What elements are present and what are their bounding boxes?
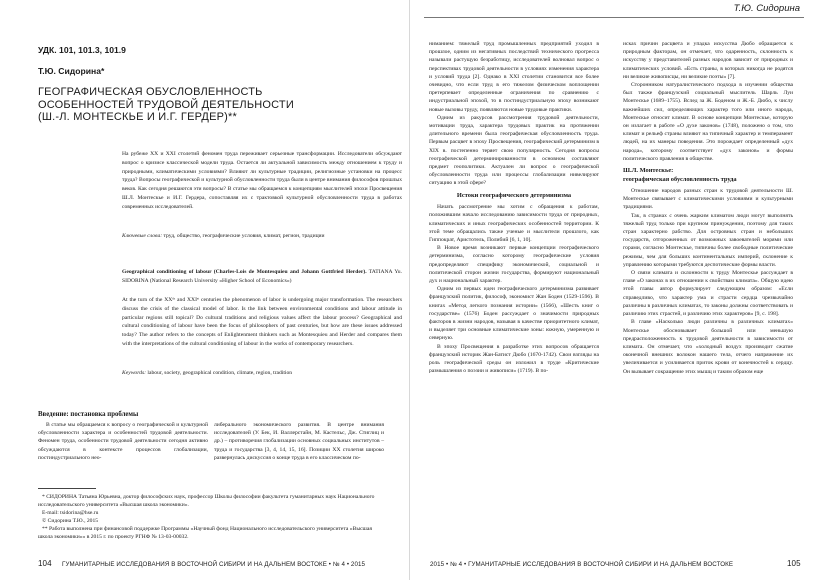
right-page bbox=[410, 0, 820, 580]
right-column-1 bbox=[429, 40, 599, 560]
keywords-en-text: labour, society, geographical condition, climate, region, tradition bbox=[146, 370, 293, 376]
paragraph: исках причин расцвета и упадка искусства Дюбо обращается к природным факторам, он отмечает, что одаренность, склонность к искусству у представителей разных народов зависит от природных и климатических условий. «Есть страны, в которых никогда не родятся ни великие живописцы, ни великие поэты» [7]. bbox=[623, 41, 793, 80]
right-column-2 bbox=[623, 40, 793, 560]
english-heading bbox=[122, 268, 402, 286]
paragraph: Отношение народов разных стран к трудовой деятельности Ш. Монтескье связывает с климатическими условиями и культурными традициями. bbox=[623, 188, 793, 211]
footnote-author: * СИДОРИНА Татьяна Юрьевна, доктор философских наук, профессор Школы философии факультета гуманитарных наук Национального исследовательского университета «Высшая школа экономики». bbox=[38, 494, 375, 508]
footnote-copyright: © Сидорина Т.Ю., 2015 bbox=[42, 518, 99, 524]
title-line: (Ш.-Л. МОНТЕСКЬЕ И И.Г. ГЕРДЕР)** bbox=[38, 111, 237, 123]
paragraph: В статье мы обращаемся к вопросу о географической и культурной обусловленности характера и особенностей трудовой деятельности. Феномен труда, особенности трудовой деятельности сегодня активно обсуждаются в контексте процессов глобализации, постиндустриального нео- bbox=[38, 422, 208, 461]
paragraph: В Новое время возникают первые концепции географического детерминизма, согласно которому географические условия предопределяют специфику экономической, социальной и политической сторон жизни государства, формируют национальный дух и национальный характер. bbox=[429, 245, 599, 284]
paragraph: ниманием: тяжелый труд промышленных предприятий уходил в прошлое, одним из негативных последствий технического прогресса называли растущую безработицу, исследователей волновал вопрос о перспективах трудовой деятельности в условиях изменения характера и условий труда [2]. Однако в XXI столетии становится все более очевидно, что если труд в его тяжелом физическом воплощении претерпевает определенные ограничения по сравнению с индустриальной эпохой, то в постиндустриальную эпоху возникают новые вызовы труду, появляются новые трудовые практики. bbox=[429, 41, 599, 113]
paragraph: Сторонником натуралистического подхода в изучении общества был также французский социальный мыслитель Шарль Луи Монтескье (1689–1755). Вслед за Ж. Боденом и Ж.-Б. Дюбо, к числу важнейших сил, определяющих характер того или иного народа, Монтескье относит климат. В основе концепции Монтескье, которую он излагает в работе «О духе законов» (1748), положено о том, что климат и рельеф страны влияют на типичный характер и темперамент людей, на их манеры поведения. Это порождает определенный «дух народа», которому соответствует «дух законов» и формы политического правления в обществе. bbox=[623, 82, 793, 162]
section-heading-line: географическая обусловленность труда bbox=[623, 175, 737, 183]
title-line: ОСОБЕННОСТЕЙ ТРУДОВОЙ ДЕЯТЕЛЬНОСТИ bbox=[38, 98, 294, 111]
keywords-ru-label: Ключевые слова: bbox=[122, 233, 163, 239]
section-heading-line: Ш.Л. Монтескье: bbox=[623, 167, 674, 175]
left-column-1 bbox=[38, 410, 208, 462]
right-journal-footer: 2015 • № 4 • ГУМАНИТАРНЫЕ ИССЛЕДОВАНИЯ В ВОСТОЧНОЙ СИБИРИ И НА ДАЛЬНЕМ ВОСТОКЕ bbox=[430, 561, 734, 568]
paragraph: Начать рассмотрение мы хотим с обращения к работам, положившим начало исследованию зависимости труда от природных, климатических и иных географических особенностей территории. К этой теме обращались также ученые и мыслители прошлого, как Гиппократ, Аристотель, Полибий [6, 1, 10]. bbox=[429, 204, 599, 243]
paragraph: Так, в странах с очень жарким климатом люди могут выполнять тяжелый труд только при крупном принуждении, поэтому для таких стран характерно рабство. Для островных стран и небольших государств, отгороженных от возможных завоевателей морями или горами, согласно Монтескье, типичны более свободные политические режимы, чем для больших континентальных империй, склонение к управлению которыми требуются деспотические формы власти. bbox=[623, 212, 793, 268]
title-line: ГЕОГРАФИЧЕСКАЯ ОБУСЛОВЛЕННОСТЬ bbox=[38, 86, 263, 98]
paragraph: Одним из первых идеи географического детерминизма развивает французский политик, философ, экономист Жан Боден (1529-1596). В книгах «Метод легкого познания истории» (1566), «Шесть книг о государстве» (1576) Боден рассуждает о значимости природных факторов в жизни народов, называя в качестве приоритетного климат, и выделяет три основные климатические зоны: южную, умеренную и северную. bbox=[429, 286, 599, 342]
abstract-ru: На рубеже XX и XXI столетий феномен труда переживает серьезные трансформации. Исследователи обсуждают вопрос о кризисе классической модели труда. Остается ли актуальной зависимость между отношением к труду и природными, климатическими условиями? Влияют ли культурные традиции, религиозные установки на процесс труда? Вопросы географической и культурной обусловленности труда были в центре внимания философов прошлых веков. Как сегодня решаются эти вопросы? В статье мы обращаемся к концепциям мыслителей эпохи Просвещения Ш.Л. Монтескье и И.Г. Гердера, сопоставляя их с трактовкой культурной обусловленности труда в работах современных исследователей. bbox=[122, 151, 402, 210]
left-page-number: 104 bbox=[38, 559, 52, 568]
paragraph: О связи климата и склонности к труду Монтескье рассуждает в главе «О законах в их отношении к свойствам климата». Общую идею этой главы автор формулирует следующим образом: «Если справедливо, что характер ума и страсти сердца чрезвычайно различны в различных климатах, то законы должны соответствовать и различию этих страстей, и различию этих характеров» [9, с. 198]. bbox=[623, 270, 793, 318]
left-journal-footer: ГУМАНИТАРНЫЕ ИССЛЕДОВАНИЯ В ВОСТОЧНОЙ СИБИРИ И НА ДАЛЬНЕМ ВОСТОКЕ • № 4 • 2015 bbox=[62, 561, 366, 568]
udc-code: УДК. 101, 101.3, 101.9 bbox=[38, 45, 126, 55]
left-column-2 bbox=[214, 410, 384, 462]
keywords-en-label: Keywords: bbox=[122, 370, 147, 376]
footnote-funding: ** Работа выполнена при финансовой поддержке Программы «Научный фонд Национального исследовательского университета «Высшая школа экономики»» в 2015 г. по проекту РГНФ № 13-03-00032. bbox=[38, 526, 372, 540]
keywords-ru bbox=[122, 232, 402, 241]
paragraph: В главе «Насколько люди различны в различных климатах» Монтескье обосновывает большой или меньшую предрасположенность к трудовой деятельности в зависимости от климата. Он отмечает, что «холодный воздух производит сжатие оконечной внешних волокон нашего тела, отчего напряжение их увеличивается и усиливается приток крови от конечностей к сердцу. Он вызывает сокращение этих мышц и таким образом еще bbox=[623, 319, 793, 375]
keywords-en bbox=[122, 369, 402, 378]
article-title bbox=[38, 86, 368, 124]
right-page-number: 105 bbox=[787, 559, 801, 568]
paragraph: либерального экономического развития. В центре внимания исследователей (У. Бек, И. Валлерстайн, М. Кастельс, Дж. Стиглиц и др.) – противоречия глобализации основных социальных институтов – труда и государства [3, 4, 14, 15, 16]. Позиции XX столетия широко развернулась дискуссия о конце труда в его классическом по- bbox=[214, 422, 384, 461]
paragraph: Одним из ракурсов рассмотрения трудовой деятельности, мотивации труда, характера трудовых практик на протяжении длительного времени была географическая обусловленность труда. Первым расцвет в эпоху Просвещения, географический детерминизм в XIX в. постепенно теряет свою популярность. Сегодня вопросы географической детерминированности в основном составляют предмет геополитики. Актуален ли вопрос о географической обусловленности труда или процессы глобализации нивелируют ситуацию в этой сфере? bbox=[429, 114, 599, 187]
keywords-ru-text: труд, общество, географические условия, климат, регион, традиции bbox=[162, 233, 325, 239]
footnote-divider bbox=[38, 488, 96, 489]
paragraph: В эпоху Просвещения в разработке этих вопросов обращается французский историк Жан-Батист Дюбо (1670-1742). Свои взгляды на роль географической среды он изложил в труде «Критические размышления о поэзии и живописи» (1719). В по- bbox=[429, 343, 599, 375]
footnote-email: E-mail: tsidorina@hse.ru bbox=[42, 510, 99, 516]
abstract-en: At the turn of the XXᵗʰ and XXIˢᵗ centuries the phenomenon of labor is undergoing major transformation. The researchers discuss the crisis of the classical model of labor. Is the link between environmental conditions and labour attitude in particular regions still topical? Do cultural traditions and religious values affect the labour process? Geographical and cultural conditioning of labour have been the focus of philosophers of past centuries, but how are these issues addressed today? The author refers to the concepts of Enlightenment thinkers such as Montesquieu and Herder and compares them with the interpretations of the cultural conditioning of labour in the works of contemporary researchers. bbox=[122, 297, 402, 347]
section-heading-montesquieu bbox=[623, 167, 793, 184]
footnotes bbox=[38, 493, 378, 541]
article-author: Т.Ю. Сидорина* bbox=[38, 66, 105, 76]
section-heading-origins: Истоки географического детерминизма bbox=[456, 191, 572, 199]
intro-heading: Введение: постановка проблемы bbox=[38, 411, 139, 418]
running-author: Т.Ю. Сидорина bbox=[733, 3, 800, 14]
english-heading-title: Geographical conditioning of labour (Charles-Lois de Montesquieu and Johann Gottfried Herder). bbox=[122, 269, 367, 275]
english-heading-author: TATIANA Yu. SIDORINA (National Research University «Higher School of Economics») bbox=[122, 269, 402, 284]
